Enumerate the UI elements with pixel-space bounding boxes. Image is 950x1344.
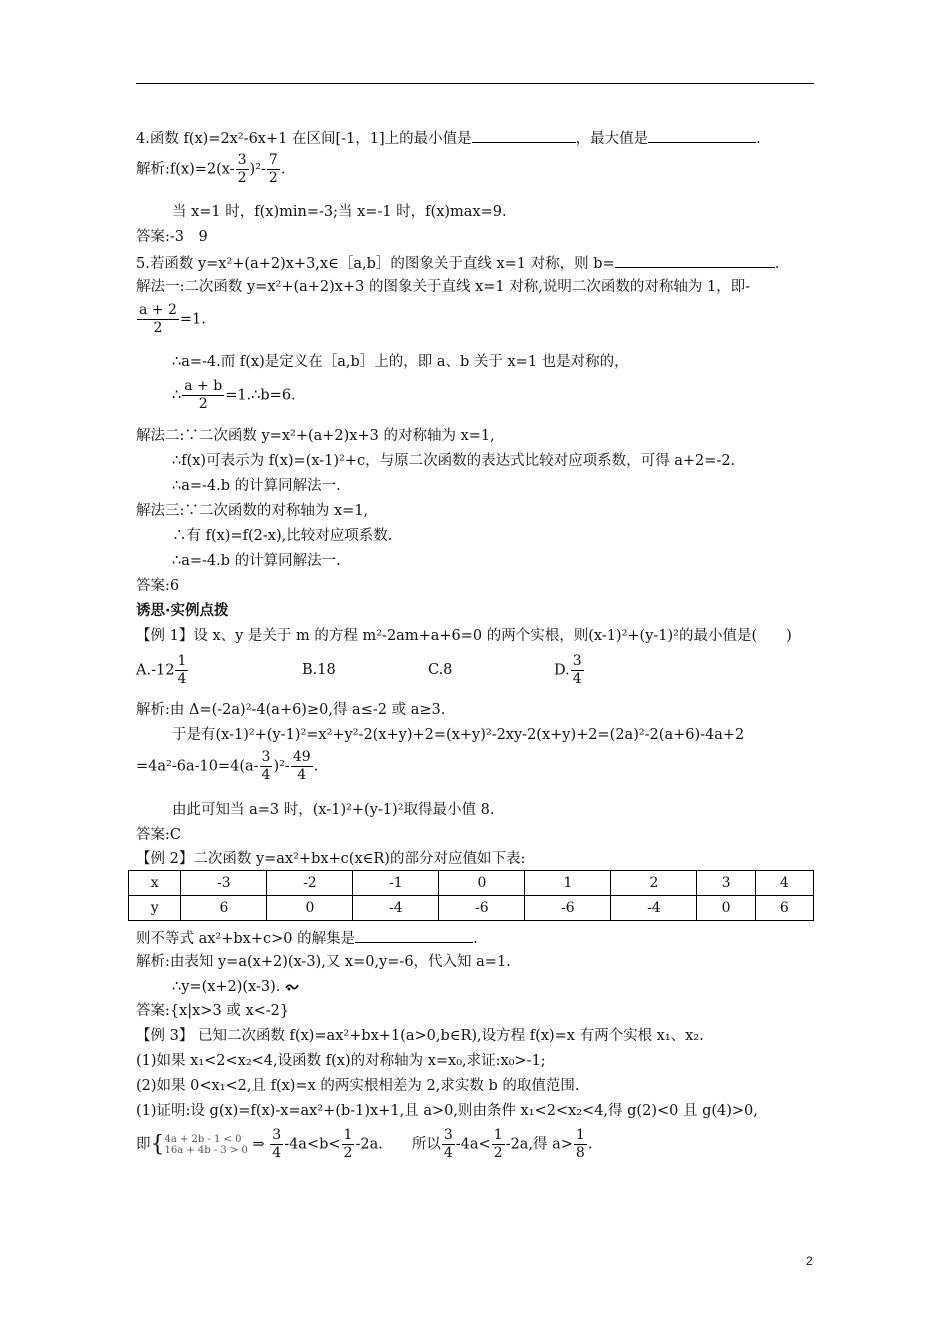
fraction: $\frac{3}{4}$ bbox=[443, 1127, 453, 1161]
ex3-proof-line2: 即{ 4a + 2b - 1 < 0 16a + 4b - 3 > 0 ⇒ $\frac{3}{4}$ -4a<b< $\frac{1}{2}$ -2a. 所以 $\frac{3}{4}$ -4a< $\frac{1}{2}$ -2a,得 a> $\frac{1}{8}$ . bbox=[136, 1127, 593, 1161]
ex3-part1: (1)如果 x₁<2<x₂<4,设函数 f(x)的对称轴为 x=x₀,求证:x₀>-1; bbox=[136, 1053, 546, 1069]
fraction: $\frac{7}{2}$ bbox=[268, 152, 278, 186]
fraction: $\frac{a + b}{2}$ bbox=[184, 378, 223, 412]
q5-method1-line4: ∴ $\frac{a + b}{2}$ =1.∴b=6. bbox=[172, 378, 296, 412]
fraction: $\frac{49}{4}$ bbox=[292, 749, 311, 783]
table-cell: 0 bbox=[267, 896, 353, 921]
fraction: $\frac{3}{4}$ bbox=[261, 749, 271, 783]
table-cell: -6 bbox=[439, 896, 525, 921]
answer-blank bbox=[355, 928, 473, 943]
page-number: 2 bbox=[806, 1254, 813, 1268]
table-cell: 6 bbox=[181, 896, 267, 921]
table-cell: 0 bbox=[439, 871, 525, 896]
table-cell: -1 bbox=[353, 871, 439, 896]
ex1-stem: 【例 1】设 x、y 是关于 m 的方程 m²-2am+a+6=0 的两个实根，则(x-1)²+(y-1)²的最小值是( ) bbox=[136, 628, 792, 644]
ex2-stem: 【例 2】二次函数 y=ax²+bx+c(x∈R)的部分对应值如下表: bbox=[136, 851, 526, 867]
table-cell: 1 bbox=[525, 871, 611, 896]
q4-stem: 4.函数 f(x)=2x²-6x+1 在区间[-1，1]上的最小值是 ，最大值是 . bbox=[136, 128, 761, 148]
option-c: C.8 bbox=[428, 662, 453, 678]
table-cell: -3 bbox=[181, 871, 267, 896]
fraction: $\frac{1}{4}$ bbox=[177, 653, 187, 687]
section-title: 诱思·实例点拨 bbox=[136, 603, 229, 619]
q5-method2-line1: 解法二:∵二次函数 y=x²+(a+2)x+3 的对称轴为 x=1, bbox=[136, 428, 495, 444]
option-a: A.-12 $\frac{1}{4}$ bbox=[136, 653, 187, 687]
answer-blank bbox=[615, 253, 775, 268]
table-cell: y bbox=[129, 896, 181, 921]
value-table bbox=[128, 870, 814, 921]
inequality-system: { 4a + 2b - 1 < 0 16a + 4b - 3 > 0 bbox=[150, 1131, 248, 1157]
table-cell: 0 bbox=[697, 896, 755, 921]
answer-blank bbox=[648, 128, 756, 143]
q5-method1-line3: ∴a=-4.而 f(x)是定义在［a,b］上的，即 a、b 关于 x=1 也是对称的， bbox=[172, 354, 629, 370]
ex1-solution-line3: =4a²-6a-10=4(a- $\frac{3}{4}$ )²- $\frac{49}{4}$ . bbox=[136, 749, 319, 783]
ex1-solution-line4: 由此可知当 a=3 时，(x-1)²+(y-1)²取得最小值 8. bbox=[172, 802, 495, 818]
table-cell: x bbox=[129, 871, 181, 896]
ex3-proof-line1: (1)证明:设 g(x)=f(x)-x=ax²+(b-1)x+1,且 a>0,则由条件 x₁<2<x₂<4,得 g(2)<0 且 g(4)>0, bbox=[136, 1103, 758, 1119]
fraction: $\frac{a + 2}{2}$ bbox=[139, 302, 177, 336]
fraction: $\frac{1}{2}$ bbox=[343, 1127, 353, 1161]
option-d: D. $\frac{3}{4}$ bbox=[554, 653, 582, 687]
q4-solution: 解析:f(x)=2(x- $\frac{3}{2}$ )²- $\frac{7}{2}$ . bbox=[136, 152, 286, 186]
ex2-solution-line1: 解析:由表知 y=a(x+2)(x-3),又 x=0,y=-6，代入知 a=1. bbox=[136, 954, 511, 970]
table-row bbox=[129, 896, 814, 921]
ex1-answer: 答案:C bbox=[136, 827, 181, 843]
ex2-answer: 答案:{x|x>3 或 x<-2} bbox=[136, 1003, 290, 1019]
table-row bbox=[129, 871, 814, 896]
header-rule bbox=[136, 83, 814, 84]
table-cell: 2 bbox=[611, 871, 697, 896]
fraction: $\frac{1}{8}$ bbox=[575, 1127, 585, 1161]
q4-solution-line: 当 x=1 时，f(x)min=-3;当 x=-1 时，f(x)max=9. bbox=[172, 204, 507, 220]
q5-method1-line2: $\frac{a + 2}{2}$ =1. bbox=[139, 302, 206, 336]
fraction: $\frac{3}{4}$ bbox=[272, 1127, 282, 1161]
q5-method3-line3: ∴a=-4.b 的计算同解法一. bbox=[172, 553, 341, 569]
fraction: $\frac{3}{4}$ bbox=[572, 653, 582, 687]
ex1-solution-line2: 于是有(x-1)²+(y-1)²=x²+y²-2(x+y)+2=(x+y)²-2xy-2(x+y)+2=(2a)²-2(a+6)-4a+2 bbox=[172, 727, 745, 743]
q5-method1-line1: 解法一:二次函数 y=x²+(a+2)x+3 的图象关于直线 x=1 对称,说明二次函数的对称轴为 1，即- bbox=[136, 279, 751, 295]
table-cell: -2 bbox=[267, 871, 353, 896]
q5-method2-line3: ∴a=-4.b 的计算同解法一. bbox=[172, 478, 341, 494]
table-cell: 6 bbox=[755, 896, 813, 921]
q5-method2-line2: ∴f(x)可表示为 f(x)=(x-1)²+c，与原二次函数的表达式比较对应项系数，可得 a+2=-2. bbox=[172, 453, 736, 469]
q5-method3-line1: 解法三:∵二次函数的对称轴为 x=1, bbox=[136, 503, 369, 519]
q5-method3-line2: ∴有 f(x)=f(2-x),比较对应项系数. bbox=[172, 528, 393, 544]
fraction: $\frac{1}{2}$ bbox=[493, 1127, 503, 1161]
q5-answer: 答案:6 bbox=[136, 578, 180, 594]
table-cell: 3 bbox=[697, 871, 755, 896]
ex3-stem: 【例 3】 已知二次函数 f(x)=ax²+bx+1(a>0,b∈R),设方程 f(x)=x 有两个实根 x₁、x₂. bbox=[136, 1028, 704, 1044]
ex3-part2: (2)如果 0<x₁<2,且 f(x)=x 的两实根相差为 2,求实数 b 的取值范围. bbox=[136, 1078, 580, 1094]
table-cell: 4 bbox=[755, 871, 813, 896]
q4-answer: 答案:-3 9 bbox=[136, 229, 208, 245]
scribble-mark bbox=[285, 982, 299, 992]
table-cell: -4 bbox=[611, 896, 697, 921]
ex2-question: 则不等式 ax²+bx+c>0 的解集是 . bbox=[136, 928, 478, 948]
ex2-solution-line2: ∴y=(x+2)(x-3). bbox=[172, 978, 299, 996]
q5-stem: 5.若函数 y=x²+(a+2)x+3,x∈［a,b］的图象关于直线 x=1 对称，则 b= . bbox=[136, 253, 779, 273]
option-b: B.18 bbox=[302, 662, 336, 678]
table-cell: -6 bbox=[525, 896, 611, 921]
answer-blank bbox=[472, 128, 576, 143]
table-cell: -4 bbox=[353, 896, 439, 921]
ex1-solution-line1: 解析:由 Δ=(-2a)²-4(a+6)≥0,得 a≤-2 或 a≥3. bbox=[136, 702, 446, 718]
fraction: $\frac{3}{2}$ bbox=[237, 152, 247, 186]
